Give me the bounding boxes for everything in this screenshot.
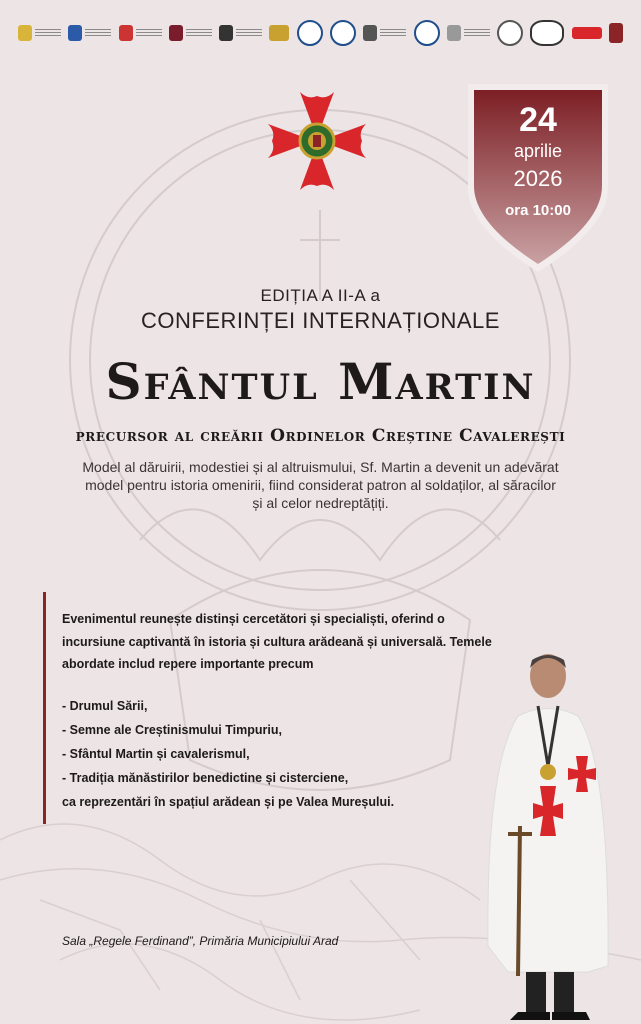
date-day: 24 (519, 101, 557, 139)
partner-logo (269, 22, 289, 44)
partner-logo (609, 22, 623, 44)
topics-list (62, 694, 502, 814)
list-item: - Semne ale Creștinismului Timpuriu, (62, 723, 282, 737)
partner-logo (169, 22, 212, 44)
partner-logo (447, 22, 490, 44)
list-item: - Sfântul Martin și cavalerismul, (62, 747, 250, 761)
partner-logo (497, 22, 523, 44)
venue-label: Sala „Regele Ferdinand”, Primăria Municipiului Arad (62, 934, 339, 948)
event-description: Evenimentul reunește distinși cercetători și specialiști, oferind o incursiune captivantă în istoria și cultura arădeană și universală. Temele abordate includ repere importante precum (62, 612, 492, 671)
partner-logo (297, 22, 323, 44)
list-item: - Drumul Sării, (62, 699, 148, 713)
partner-logo (119, 22, 162, 44)
accent-divider (43, 592, 46, 824)
list-item: ca reprezentări în spațiul arădean și pe Valea Mureșului. (62, 795, 395, 809)
page-subtitle: precursor al creării Ordinelor Creștine Cavalerești (75, 426, 566, 446)
list-item: - Tradiția mănăstirilor benedictine și cisterciene, (62, 771, 349, 785)
partner-logo (219, 22, 262, 44)
date-year: 2026 (513, 166, 563, 191)
partner-logo (18, 22, 61, 44)
knight-photo (468, 646, 618, 1024)
date-time: ora 10:00 (505, 202, 571, 219)
edition-label: EDIȚIA A II-A a (260, 286, 381, 305)
partner-logo (363, 22, 406, 44)
date-month: aprilie (513, 141, 563, 161)
partner-logo (414, 22, 440, 44)
partner-logo (330, 22, 356, 44)
conference-label: CONFERINȚEI INTERNAȚIONALE (141, 308, 500, 333)
page-title: Sfântul Martin (105, 352, 536, 411)
date-block (462, 78, 614, 219)
partner-logo (572, 22, 602, 44)
partner-logos-bar (18, 16, 623, 50)
partner-logo (530, 22, 564, 44)
intro-paragraph: Model al dăruirii, modestiei și al altruismului, Sf. Martin a devenit un adevărat model pentru istoria omenirii, fiind considerat patron al soldaților, al săracilor și al celor nedreptățiți. (82, 459, 559, 511)
cross-emblem-icon (262, 86, 372, 196)
partner-logo (68, 22, 111, 44)
